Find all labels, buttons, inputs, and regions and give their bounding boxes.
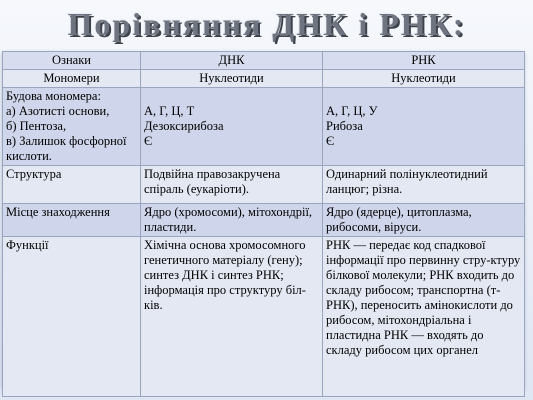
line: А, Г, Ц, У [326, 104, 378, 118]
header-dna: ДНК [141, 52, 323, 70]
cell-dna-monomers: Нуклеотиди [141, 70, 323, 88]
header-rna: РНК [323, 52, 525, 70]
line: Є [144, 134, 153, 148]
table-row [3, 166, 525, 204]
table-header-row [3, 52, 525, 70]
row-label-structure: Структура [3, 166, 141, 204]
cell-rna-monomer-structure [323, 88, 525, 166]
table-row [3, 70, 525, 88]
cell-dna-monomer-structure [141, 88, 323, 166]
line: Є [326, 134, 335, 148]
line: А, Г, Ц, Т [144, 104, 195, 118]
table-row [3, 237, 525, 397]
comparison-table [2, 51, 525, 397]
table-row [3, 204, 525, 237]
line: Рибоза [326, 119, 363, 133]
row-label-functions: Функції [3, 237, 141, 397]
cell-rna-location: Ядро (ядерце), цитоплазма, рибосоми, віруси. [323, 204, 525, 237]
line: Будова мономера: [6, 89, 101, 103]
line: а) Азотисті основи, [6, 104, 110, 118]
header-features: Ознаки [3, 52, 141, 70]
cell-rna-structure: Одинарний полінуклеотидний ланцюг; різна. [323, 166, 525, 204]
line: Дезоксирибоза [144, 119, 224, 133]
cell-dna-functions: Хімічна основа хромосомного генетичного матеріалу (гену); синтез ДНК і синтез РНК; інформація про структуру біл-ків. [141, 237, 323, 397]
slide-title: Порівняння ДНК і РНК: [67, 6, 466, 42]
cell-dna-location: Ядро (хромосоми), мітохондрії, пластиди. [141, 204, 323, 237]
row-label-location: Місце знаходження [3, 204, 141, 237]
cell-rna-functions: РНК — передає код спадкової інформації про первинну стру-ктуру білкової молекули; РНК входить до складу рибосом; транспортна (т-РНК), переносить амінокислоти до рибосом, мітохондріальна і пластидна РНК — входять до складу рибосом цих органел [323, 237, 525, 397]
cell-rna-monomers: Нуклеотиди [323, 70, 525, 88]
table-row [3, 88, 525, 166]
row-label-monomers: Мономери [3, 70, 141, 88]
line: в) Залишок фосфорної кислоти. [6, 134, 127, 163]
comparison-table-container [2, 51, 524, 387]
cell-dna-structure: Подвійна правозакручена спіраль (еукаріоти). [141, 166, 323, 204]
line: б) Пентоза, [6, 119, 67, 133]
row-label-monomer-structure [3, 88, 141, 166]
